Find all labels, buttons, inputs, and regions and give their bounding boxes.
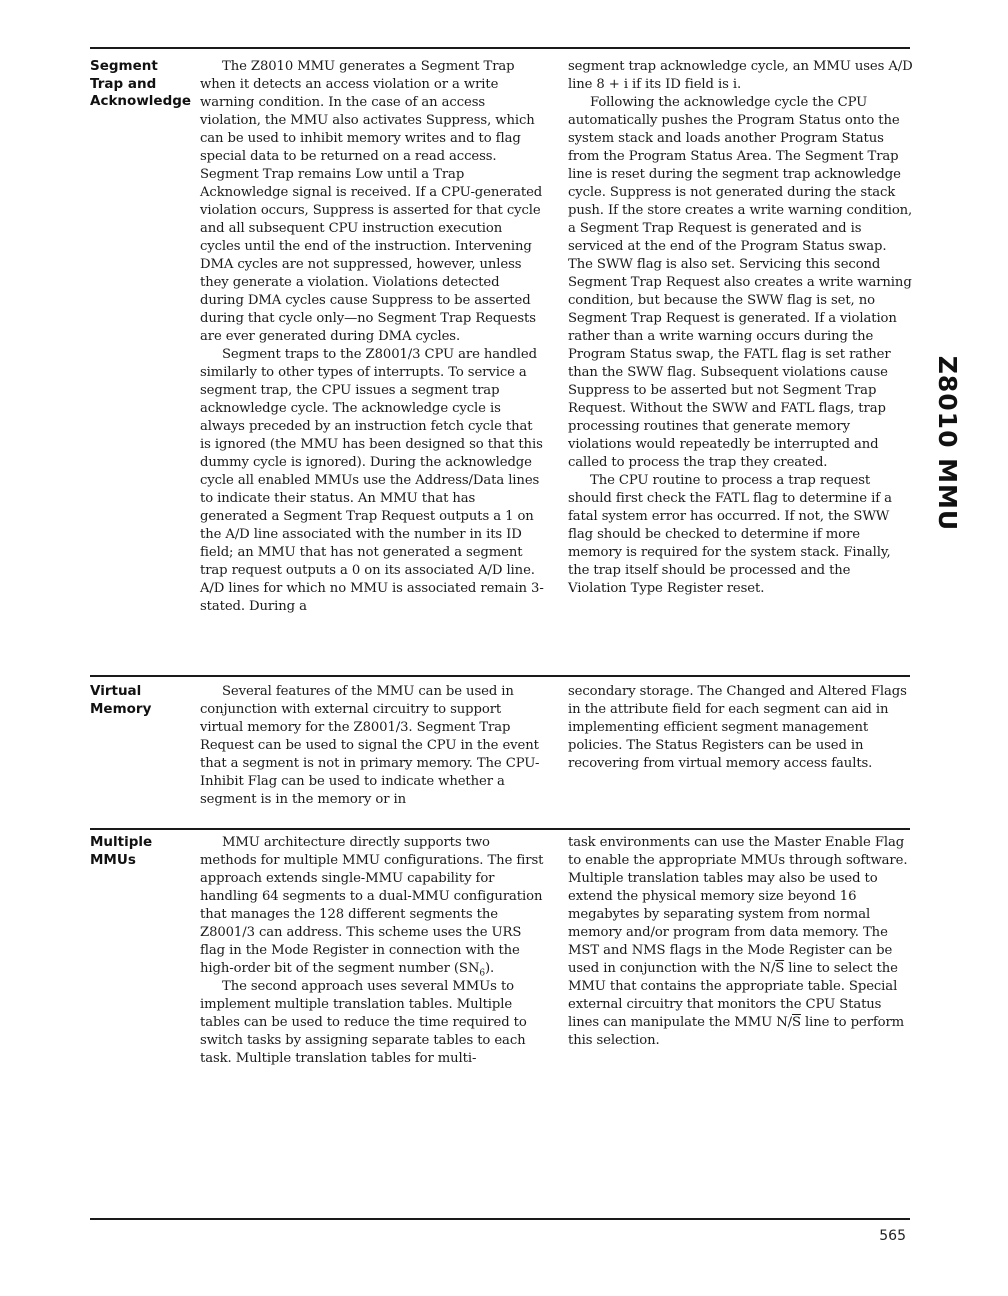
column-left [200,834,545,1068]
page-number: 565 [879,1228,906,1244]
heading-line: Multiple [90,834,153,850]
heading-line: MMUs [90,851,136,868]
side-title [928,355,968,531]
paragraph: The second approach uses several MMUs to implement multiple translation tables. Multiple tables can be used to reduce the time required to switch tasks by assigning separate tables to each task. Multiple translation tables for multi- [200,979,527,1066]
subscript: 6 [479,968,485,979]
section-rule [90,675,910,677]
paragraph: secondary storage. The Changed and Altered Flags in the attribute field for each segment can aid in implementing efficient segment management policies. The Status Registers can be used in recovering from virtual memory access faults. [568,684,907,771]
column-right [568,834,913,1050]
side-title-text: Z8010 MMU [933,355,963,531]
text-run: ). [484,961,495,976]
bottom-rule [90,1218,910,1220]
section-heading [90,58,200,111]
column-left [200,683,545,809]
text-run: MMU architecture directly supports two methods for multiple MMU configurations. The first approach extends single-MMU capability for handling 64 segments to a dual-MMU configuration that manages the 128 different segments the Z8001/3 can address. This scheme uses the URS flag in the Mode Register in connection with the high-order bit of the segment number (SN [200,835,544,976]
text-run: line to perform this selection. [568,1015,905,1048]
section-heading [90,834,200,869]
paragraph: Following the acknowledge cycle the CPU automatically pushes the Program Status onto the system stack and loads another Program Status from the Program Status Area. The Segment Trap line is reset during the segment trap acknowledge cycle. Suppress is not generated during the stack push. If the store creates a write warning condition, a Segment Trap Request is generated and is serviced at the end of the Program Status swap. The SWW flag is also set. Servicing this second Segment Trap Request also creates a write warning condition, but because the SWW flag is set, no Segment Trap Request is generated. If a violation rather than a write warning occurs during the Program Status swap, the FATL flag is set rather than the SWW flag. Subsequent violations cause Suppress to be asserted but not Segment Trap Request. Without the SWW and FATL flags, trap processing routines that generate memory violations would repeatedly be interrupted and called to process the trap they created. [568,95,913,470]
column-right [568,58,913,598]
heading-line: Virtual [90,683,142,699]
section-rule [90,828,910,830]
text-run: line to select the MMU that contains the appropriate table. Special external circuitry that monitors the CPU Status lines can manipulate the MMU N/ [568,961,898,1030]
heading-line: Segment [90,58,158,74]
paragraph [200,834,545,978]
column-left [200,58,545,616]
paragraph: segment trap acknowledge cycle, an MMU uses A/D line 8 + i if its ID field is i. [568,59,913,92]
paragraph: Several features of the MMU can be used in conjunction with external circuitry to support virtual memory for the Z8001/3. Segment Trap Request can be used to signal the CPU in the event that a segment is not in primary memory. The CPU-Inhibit Flag can be used to indicate whether a segment is in the memory or in [200,684,540,807]
top-rule [90,47,910,49]
heading-line: Acknowledge [90,93,192,109]
heading-line: Trap and [90,75,157,92]
column-right [568,683,913,773]
paragraph: Segment traps to the Z8001/3 CPU are handled similarly to other types of interrupts. To service a segment trap, the CPU issues a segment trap acknowledge cycle. The acknowledge cycle is always preceded by an instruction fetch cycle that is ignored (the MMU has been designed so that this dummy cycle is ignored). During the acknowledge cycle all enabled MMUs use the Address/Data lines to indicate their status. An MMU that has generated a Segment Trap Request outputs a 1 on the A/D line associated with the number in its ID field; an MMU that has not generated a segment trap request outputs a 0 on its associated A/D line. A/D lines for which no MMU is associated remain 3-stated. During a [200,347,544,614]
heading-line: Memory [90,700,152,717]
section-heading [90,683,200,718]
paragraph: The Z8010 MMU generates a Segment Trap when it detects an access violation or a write warning condition. In the case of an access violation, the MMU also activates Suppress, which can be used to inhibit memory writes and to flag special data to be returned on a read access. Segment Trap remains Low until a Trap Acknowledge signal is received. If a CPU-generated violation occurs, Suppress is asserted for that cycle and all subsequent CPU instruction execution cycles until the end of the instruction. Intervening DMA cycles are not suppressed, however, unless they generate a violation. Violations detected during DMA cycles cause Suppress to be asserted during that cycle only—no Segment Trap Requests are ever generated during DMA cycles. [200,59,543,344]
overline-text: $\overline{S}$ [792,1015,801,1030]
paragraph [568,834,913,1050]
overline-text: $\overline{S}$ [775,961,785,976]
paragraph: The CPU routine to process a trap request should first check the FATL flag to determine if a fatal system error has occurred. If not, the SWW flag should be checked to determine if more memory is required for the system stack. Finally, the trap itself should be processed and the Violation Type Register reset. [568,473,892,596]
text-run: task environments can use the Master Enable Flag to enable the appropriate MMUs through software. Multiple translation tables may also be used to extend the physical memory size beyond 16 megabytes by separating system from normal memory and/or program from data memory. The MST and NMS flags in the Mode Register can be used in conjunction with the N/ [568,835,908,976]
